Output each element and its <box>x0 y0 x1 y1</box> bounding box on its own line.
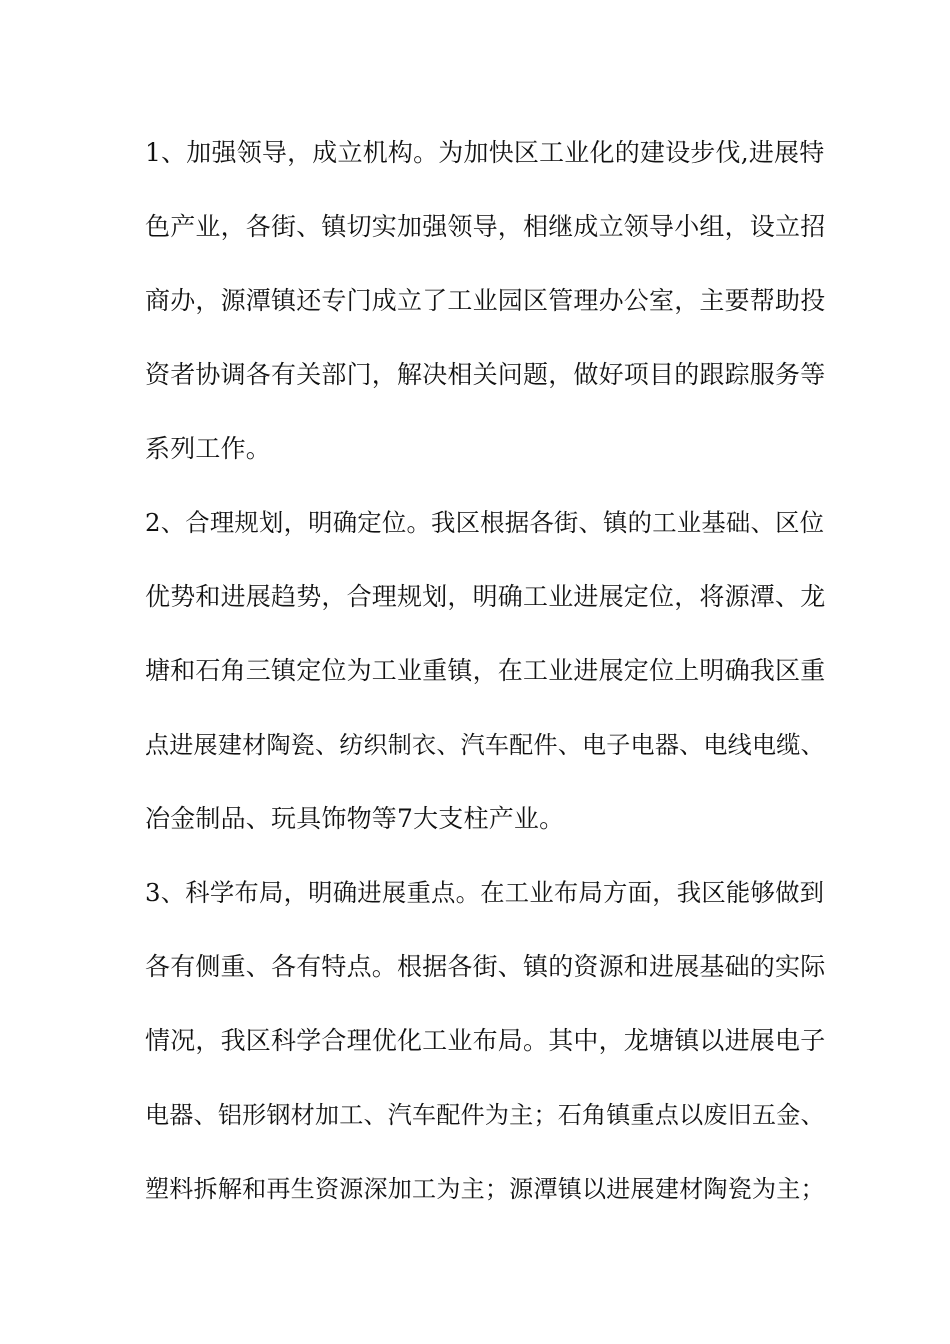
text-line: 点进展建材陶瓷、纺织制衣、汽车配件、电子电器、电线电缆、 <box>145 731 825 759</box>
text-line: 系列工作。 <box>145 434 272 463</box>
text-line: 各有侧重、各有特点。根据各街、镇的资源和进展基础的实际 <box>145 952 826 981</box>
text-line: 商办，源潭镇还专门成立了工业园区管理办公室，主要帮助投 <box>145 286 826 315</box>
text-line: 优势和进展趋势，合理规划，明确工业进展定位，将源潭、龙 <box>145 582 826 611</box>
text-line: 1、加强领导，成立机构。为加快区工业化的建设步伐,进展特 <box>145 138 825 167</box>
text-line: 塘和石角三镇定位为工业重镇，在工业进展定位上明确我区重 <box>145 656 826 685</box>
text-line: 3、科学布局，明确进展重点。在工业布局方面，我区能够做到 <box>145 878 825 907</box>
text-line: 色产业，各街、镇切实加强领导，相继成立领导小组，设立招 <box>145 212 826 241</box>
text-line: 资者协调各有关部门，解决相关问题，做好项目的跟踪服务等 <box>145 360 826 389</box>
text-line: 2、合理规划，明确定位。我区根据各街、镇的工业基础、区位 <box>145 508 825 537</box>
text-line: 电器、铝形钢材加工、汽车配件为主；石角镇重点以废旧五金、 <box>145 1101 825 1129</box>
text-line: 塑料拆解和再生资源深加工为主；源潭镇以进展建材陶瓷为主； <box>145 1175 825 1203</box>
text-line: 情况，我区科学合理优化工业布局。其中，龙塘镇以进展电子 <box>145 1026 826 1055</box>
text-line: 冶金制品、玩具饰物等7大支柱产业。 <box>145 804 565 833</box>
